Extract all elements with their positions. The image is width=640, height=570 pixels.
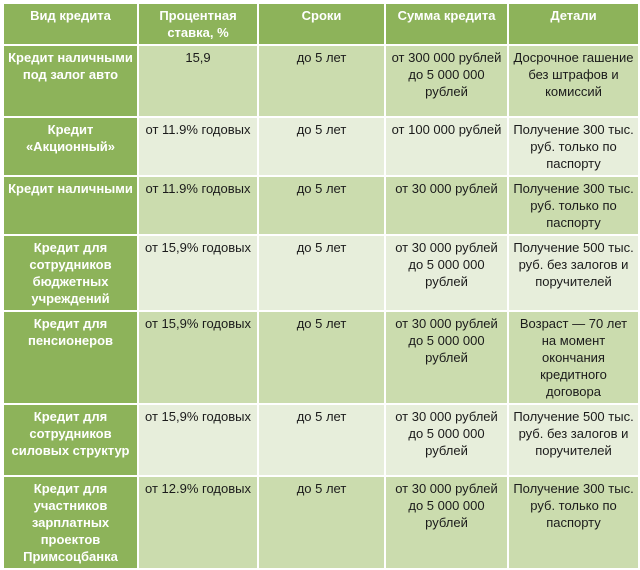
rate-cell: от 11.9% годовых [138,176,258,235]
amount-cell: от 300 000 рублей до 5 000 000 рублей [385,45,508,117]
rate-cell: 15,9 [138,45,258,117]
term-cell: до 5 лет [258,45,385,117]
rate-cell: от 15,9% годовых [138,235,258,311]
amount-cell: от 30 000 рублей до 5 000 000 рублей [385,476,508,569]
details-cell: Получение 500 тыс. руб. без залогов и поручителей [508,235,639,311]
credit-name-cell: Кредит наличными под залог авто [3,45,138,117]
credit-name-cell: Кредит для сотрудников силовых структур [3,404,138,476]
rate-cell: от 11.9% годовых [138,117,258,176]
table-row [3,45,639,117]
header-interest-rate: Процентная ставка, % [138,3,258,45]
term-cell: до 5 лет [258,117,385,176]
header-credit-type: Вид кредита [3,3,138,45]
details-cell: Получение 300 тыс. руб. только по паспорту [508,176,639,235]
table-row [3,311,639,404]
amount-cell: от 30 000 рублей до 5 000 000 рублей [385,235,508,311]
details-cell: Возраст — 70 лет на момент окончания кредитного договора [508,311,639,404]
amount-cell: от 30 000 рублей до 5 000 000 рублей [385,311,508,404]
term-cell: до 5 лет [258,404,385,476]
details-cell: Получение 300 тыс. руб. только по паспорту [508,476,639,569]
credit-name-cell: Кредит «Акционный» [3,117,138,176]
amount-cell: от 30 000 рублей [385,176,508,235]
header-term: Сроки [258,3,385,45]
term-cell: до 5 лет [258,311,385,404]
header-loan-amount: Сумма кредита [385,3,508,45]
rate-cell: от 15,9% годовых [138,404,258,476]
table-header-row [3,3,639,45]
table-row [3,476,639,569]
term-cell: до 5 лет [258,176,385,235]
table-row [3,404,639,476]
details-cell: Досрочное гашение без штрафов и комиссий [508,45,639,117]
credit-name-cell: Кредит наличными [3,176,138,235]
table-row [3,117,639,176]
rate-cell: от 15,9% годовых [138,311,258,404]
details-cell: Получение 500 тыс. руб. без залогов и поручителей [508,404,639,476]
rate-cell: от 12.9% годовых [138,476,258,569]
credit-name-cell: Кредит для сотрудников бюджетных учреждений [3,235,138,311]
table-row [3,235,639,311]
header-details: Детали [508,3,639,45]
credit-products-table [2,2,640,570]
amount-cell: от 100 000 рублей [385,117,508,176]
table-row [3,176,639,235]
term-cell: до 5 лет [258,476,385,569]
term-cell: до 5 лет [258,235,385,311]
credit-name-cell: Кредит для пенсионеров [3,311,138,404]
details-cell: Получение 300 тыс. руб. только по паспорту [508,117,639,176]
credit-name-cell: Кредит для участников зарплатных проектов Примсоцбанка [3,476,138,569]
amount-cell: от 30 000 рублей до 5 000 000 рублей [385,404,508,476]
